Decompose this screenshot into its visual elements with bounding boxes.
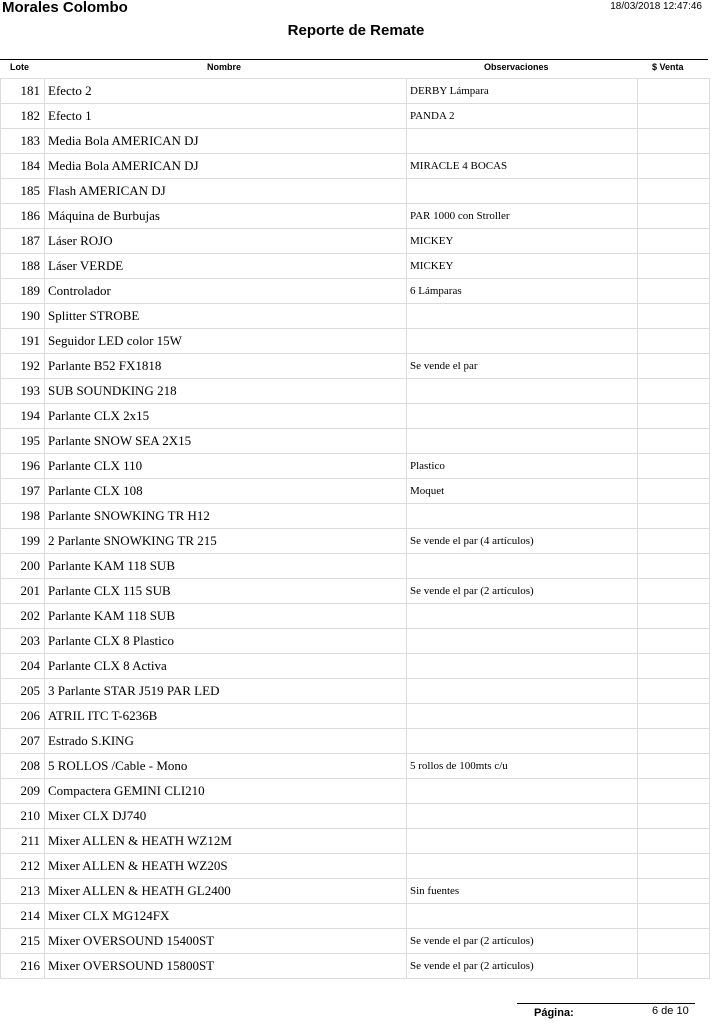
table-row	[1, 879, 710, 904]
venta-cell	[638, 354, 710, 379]
lote-cell: 182	[1, 104, 45, 129]
lote-cell: 193	[1, 379, 45, 404]
table-row	[1, 429, 710, 454]
observaciones-cell	[407, 654, 638, 679]
lote-cell: 186	[1, 204, 45, 229]
table-row	[1, 954, 710, 979]
venta-cell	[638, 129, 710, 154]
nombre-cell: Splitter STROBE	[45, 304, 407, 329]
lote-cell: 183	[1, 129, 45, 154]
table-row	[1, 454, 710, 479]
nombre-cell: Estrado S.KING	[45, 729, 407, 754]
table-row	[1, 529, 710, 554]
nombre-cell: Parlante CLX 8 Activa	[45, 654, 407, 679]
observaciones-cell	[407, 429, 638, 454]
venta-cell	[638, 304, 710, 329]
table-row	[1, 629, 710, 654]
table-row	[1, 929, 710, 954]
venta-cell	[638, 854, 710, 879]
nombre-cell: Láser VERDE	[45, 254, 407, 279]
footer-divider	[517, 1003, 695, 1004]
column-header-venta: $ Venta	[652, 62, 684, 72]
nombre-cell: Media Bola AMERICAN DJ	[45, 129, 407, 154]
table-row	[1, 654, 710, 679]
lote-cell: 215	[1, 929, 45, 954]
observaciones-cell	[407, 504, 638, 529]
table-row	[1, 404, 710, 429]
observaciones-cell: Sin fuentes	[407, 879, 638, 904]
lote-cell: 187	[1, 229, 45, 254]
venta-cell	[638, 329, 710, 354]
lote-cell: 185	[1, 179, 45, 204]
table-row	[1, 604, 710, 629]
venta-cell	[638, 229, 710, 254]
nombre-cell: Media Bola AMERICAN DJ	[45, 154, 407, 179]
observaciones-cell: Moquet	[407, 479, 638, 504]
nombre-cell: Parlante CLX 110	[45, 454, 407, 479]
nombre-cell: Parlante B52 FX1818	[45, 354, 407, 379]
nombre-cell: 5 ROLLOS /Cable - Mono	[45, 754, 407, 779]
venta-cell	[638, 679, 710, 704]
lote-cell: 204	[1, 654, 45, 679]
venta-cell	[638, 879, 710, 904]
observaciones-cell: 6 Lámparas	[407, 279, 638, 304]
table-row	[1, 854, 710, 879]
nombre-cell: SUB SOUNDKING 218	[45, 379, 407, 404]
venta-cell	[638, 604, 710, 629]
lote-cell: 195	[1, 429, 45, 454]
nombre-cell: Efecto 1	[45, 104, 407, 129]
nombre-cell: Mixer ALLEN & HEATH WZ20S	[45, 854, 407, 879]
table-row	[1, 704, 710, 729]
observaciones-cell: PAR 1000 con Stroller	[407, 204, 638, 229]
observaciones-cell: Se vende el par	[407, 354, 638, 379]
lote-cell: 184	[1, 154, 45, 179]
venta-cell	[638, 454, 710, 479]
lote-cell: 207	[1, 729, 45, 754]
nombre-cell: Parlante SNOW SEA 2X15	[45, 429, 407, 454]
venta-cell	[638, 104, 710, 129]
observaciones-cell: MICKEY	[407, 254, 638, 279]
nombre-cell: Láser ROJO	[45, 229, 407, 254]
report-title: Reporte de Remate	[287, 22, 425, 39]
venta-cell	[638, 279, 710, 304]
observaciones-cell: MICKEY	[407, 229, 638, 254]
table-row	[1, 354, 710, 379]
observaciones-cell	[407, 404, 638, 429]
table-row	[1, 554, 710, 579]
nombre-cell: Parlante SNOWKING TR H12	[45, 504, 407, 529]
table-row	[1, 479, 710, 504]
lote-cell: 206	[1, 704, 45, 729]
table-row	[1, 329, 710, 354]
nombre-cell: Máquina de Burbujas	[45, 204, 407, 229]
table-row	[1, 804, 710, 829]
venta-cell	[638, 629, 710, 654]
nombre-cell: 3 Parlante STAR J519 PAR LED	[45, 679, 407, 704]
table-row	[1, 379, 710, 404]
table-row	[1, 754, 710, 779]
observaciones-cell	[407, 854, 638, 879]
lote-cell: 188	[1, 254, 45, 279]
venta-cell	[638, 529, 710, 554]
table-row	[1, 279, 710, 304]
venta-cell	[638, 704, 710, 729]
lote-cell: 210	[1, 804, 45, 829]
venta-cell	[638, 654, 710, 679]
table-row	[1, 829, 710, 854]
venta-cell	[638, 504, 710, 529]
table-row	[1, 504, 710, 529]
observaciones-cell: Se vende el par (2 artículos)	[407, 954, 638, 979]
observaciones-cell	[407, 129, 638, 154]
observaciones-cell	[407, 629, 638, 654]
table-row	[1, 779, 710, 804]
table-row	[1, 129, 710, 154]
lote-cell: 208	[1, 754, 45, 779]
nombre-cell: ATRIL ITC T-6236B	[45, 704, 407, 729]
report-datetime: 18/03/2018 12:47:46	[610, 1, 702, 12]
nombre-cell: Parlante CLX 2x15	[45, 404, 407, 429]
observaciones-cell	[407, 379, 638, 404]
lote-cell: 213	[1, 879, 45, 904]
lote-cell: 198	[1, 504, 45, 529]
table-row	[1, 154, 710, 179]
observaciones-cell	[407, 604, 638, 629]
nombre-cell: Controlador	[45, 279, 407, 304]
venta-cell	[638, 254, 710, 279]
venta-cell	[638, 579, 710, 604]
lote-cell: 199	[1, 529, 45, 554]
lote-cell: 190	[1, 304, 45, 329]
page-number: 6 de 10	[652, 1005, 689, 1017]
venta-cell	[638, 429, 710, 454]
lote-cell: 192	[1, 354, 45, 379]
table-row	[1, 729, 710, 754]
lote-cell: 205	[1, 679, 45, 704]
table-row	[1, 79, 710, 104]
observaciones-cell	[407, 554, 638, 579]
lote-cell: 191	[1, 329, 45, 354]
table-row	[1, 179, 710, 204]
venta-cell	[638, 804, 710, 829]
lote-cell: 189	[1, 279, 45, 304]
lote-cell: 181	[1, 79, 45, 104]
column-header-lote: Lote	[10, 62, 29, 72]
observaciones-cell	[407, 804, 638, 829]
observaciones-cell: Se vende el par (4 artículos)	[407, 529, 638, 554]
nombre-cell: Mixer OVERSOUND 15400ST	[45, 929, 407, 954]
nombre-cell: Mixer ALLEN & HEATH GL2400	[45, 879, 407, 904]
page-label: Página:	[534, 1007, 574, 1019]
nombre-cell: Parlante KAM 118 SUB	[45, 604, 407, 629]
observaciones-cell: 5 rollos de 100mts c/u	[407, 754, 638, 779]
table-row	[1, 904, 710, 929]
venta-cell	[638, 404, 710, 429]
nombre-cell: Parlante CLX 108	[45, 479, 407, 504]
lote-cell: 212	[1, 854, 45, 879]
observaciones-cell	[407, 329, 638, 354]
nombre-cell: Flash AMERICAN DJ	[45, 179, 407, 204]
nombre-cell: Efecto 2	[45, 79, 407, 104]
nombre-cell: Mixer CLX DJ740	[45, 804, 407, 829]
venta-cell	[638, 754, 710, 779]
observaciones-cell	[407, 179, 638, 204]
lote-cell: 194	[1, 404, 45, 429]
header-divider	[0, 59, 708, 60]
nombre-cell: Mixer CLX MG124FX	[45, 904, 407, 929]
table-row	[1, 204, 710, 229]
column-header-observaciones: Observaciones	[484, 62, 549, 72]
lote-cell: 202	[1, 604, 45, 629]
nombre-cell: Mixer ALLEN & HEATH WZ12M	[45, 829, 407, 854]
observaciones-cell: Se vende el par (2 artículos)	[407, 579, 638, 604]
venta-cell	[638, 779, 710, 804]
observaciones-cell	[407, 304, 638, 329]
observaciones-cell	[407, 704, 638, 729]
venta-cell	[638, 179, 710, 204]
lote-cell: 203	[1, 629, 45, 654]
venta-cell	[638, 479, 710, 504]
venta-cell	[638, 554, 710, 579]
nombre-cell: Seguidor LED color 15W	[45, 329, 407, 354]
observaciones-cell: Plastico	[407, 454, 638, 479]
venta-cell	[638, 79, 710, 104]
venta-cell	[638, 204, 710, 229]
observaciones-cell	[407, 904, 638, 929]
observaciones-cell: MIRACLE 4 BOCAS	[407, 154, 638, 179]
lote-cell: 214	[1, 904, 45, 929]
nombre-cell: Compactera GEMINI CLI210	[45, 779, 407, 804]
table-row	[1, 229, 710, 254]
venta-cell	[638, 729, 710, 754]
observaciones-cell	[407, 779, 638, 804]
nombre-cell: Mixer OVERSOUND 15800ST	[45, 954, 407, 979]
nombre-cell: 2 Parlante SNOWKING TR 215	[45, 529, 407, 554]
venta-cell	[638, 929, 710, 954]
table-row	[1, 579, 710, 604]
lote-cell: 196	[1, 454, 45, 479]
table-row	[1, 254, 710, 279]
auction-table-body	[1, 79, 710, 979]
venta-cell	[638, 904, 710, 929]
lote-cell: 200	[1, 554, 45, 579]
venta-cell	[638, 954, 710, 979]
observaciones-cell: PANDA 2	[407, 104, 638, 129]
lote-cell: 209	[1, 779, 45, 804]
lote-cell: 201	[1, 579, 45, 604]
observaciones-cell	[407, 679, 638, 704]
observaciones-cell	[407, 729, 638, 754]
observaciones-cell: Se vende el par (2 artículos)	[407, 929, 638, 954]
venta-cell	[638, 154, 710, 179]
nombre-cell: Parlante CLX 8 Plastico	[45, 629, 407, 654]
venta-cell	[638, 829, 710, 854]
lote-cell: 197	[1, 479, 45, 504]
lote-cell: 211	[1, 829, 45, 854]
column-header-nombre: Nombre	[207, 62, 242, 72]
observaciones-cell	[407, 829, 638, 854]
auction-table	[0, 78, 710, 979]
table-row	[1, 304, 710, 329]
nombre-cell: Parlante CLX 115 SUB	[45, 579, 407, 604]
table-row	[1, 104, 710, 129]
nombre-cell: Parlante KAM 118 SUB	[45, 554, 407, 579]
table-row	[1, 679, 710, 704]
lote-cell: 216	[1, 954, 45, 979]
company-name: Morales Colombo	[2, 0, 128, 16]
observaciones-cell: DERBY Lámpara	[407, 79, 638, 104]
venta-cell	[638, 379, 710, 404]
